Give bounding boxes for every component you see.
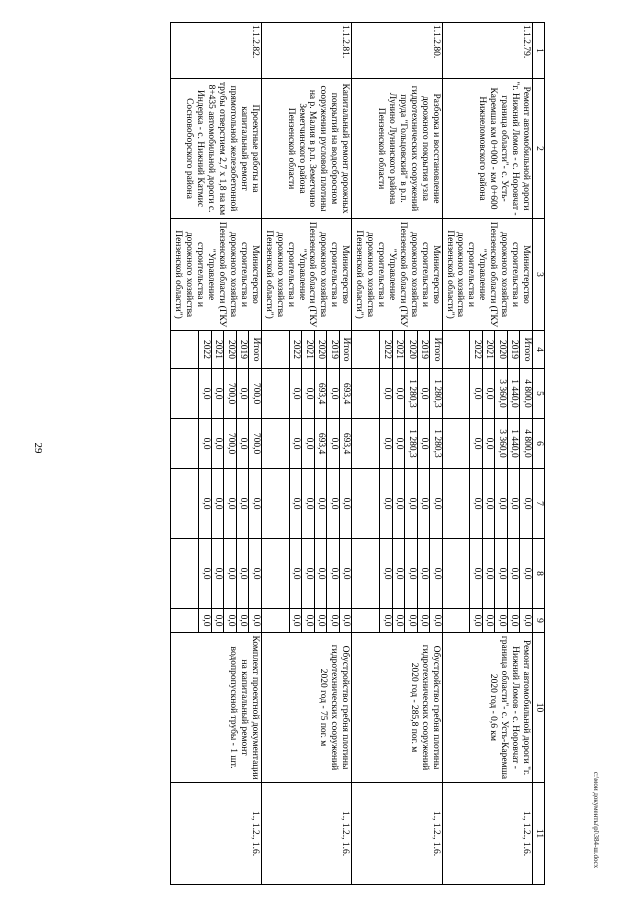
cell-num: 1.1.2.80.: [352, 23, 442, 79]
value-cell: 0,0: [327, 469, 340, 538]
value-cell: 693,4: [339, 419, 351, 468]
cell-years: [171, 331, 261, 369]
cell-name: Капитальный ремонт дорожных покрытий на водосбросном сооружении русловой плотины на р. Малия в р.п. Земетчино Земетчинского района Пензенской области: [261, 79, 351, 219]
value-cell: 0,0: [520, 539, 532, 608]
value-cell: 0,0: [380, 419, 393, 468]
value-cell: 700,0: [224, 369, 237, 418]
cell-executor: Министерство строительства и дорожного хозяйства Пензенской области (ГКУ "Управление строительства и дорожного хозяйства Пензенской области"): [261, 219, 351, 331]
header-row: [533, 23, 545, 885]
cell-c5: [442, 369, 532, 419]
value-cell: 0,0: [430, 609, 442, 632]
value-cell: 0,0: [495, 469, 508, 538]
value-cell: 1 280,3: [405, 419, 418, 468]
value-cell: 0,0: [236, 369, 249, 418]
value-cell: Итого: [249, 331, 261, 368]
value-cell: 0,0: [327, 369, 340, 418]
cell-name: Разборка и восстановление дорожного покрытия узла гидротехнических сооружений пруда "Гольцовский" в р.п. Лунино Лунинского района Пензенской области: [352, 79, 442, 219]
value-cell: 2022: [470, 331, 483, 368]
value-cell: Итого: [520, 331, 532, 368]
file-path-footer: c:\мои документы\pl\384-ш.docx: [592, 771, 600, 869]
value-cell: 0,0: [392, 419, 405, 468]
value-cell: 0,0: [405, 539, 418, 608]
value-cell: 0,0: [327, 539, 340, 608]
value-cell: 0,0: [199, 419, 212, 468]
value-cell: 2019: [508, 331, 521, 368]
value-cell: 0,0: [483, 469, 496, 538]
value-cell: 0,0: [302, 419, 315, 468]
cell-executor: Министерство строительства и дорожного хозяйства Пензенской области (ГКУ "Управление строительства и дорожного хозяйства Пензенской области"): [442, 219, 532, 331]
value-cell: 2020: [224, 331, 237, 368]
value-cell: 0,0: [417, 469, 430, 538]
value-cell: 0,0: [289, 419, 302, 468]
value-cell: 0,0: [249, 609, 261, 632]
value-cell: 0,0: [470, 419, 483, 468]
header-cell-10: 10: [533, 633, 545, 783]
value-cell: 0,0: [417, 539, 430, 608]
value-cell: 2022: [289, 331, 302, 368]
header-cell-5: 5: [533, 369, 545, 419]
table-row: [171, 23, 261, 885]
cell-c6: [352, 419, 442, 469]
value-cell: 0,0: [327, 419, 340, 468]
value-cell: Итого: [430, 331, 442, 368]
value-cell: 0,0: [380, 539, 393, 608]
cell-c9: [352, 609, 442, 633]
value-cell: 0,0: [417, 609, 430, 632]
value-cell: 0,0: [392, 369, 405, 418]
value-cell: Итого: [339, 331, 351, 368]
cell-c7: [261, 469, 351, 539]
cell-code: 1., 1.2., 1.6.: [352, 783, 442, 885]
value-cell: 0,0: [327, 609, 340, 632]
value-cell: 2019: [417, 331, 430, 368]
cell-c8: [442, 539, 532, 609]
cell-result: Ремонт автомобильной дороги "г. Нижний Ломов - с. Норовчат - граница области"- с. Усть-Каремша 2020 год - 0,6 км: [442, 633, 532, 783]
value-cell: 693,4: [339, 369, 351, 418]
value-cell: 0,0: [289, 369, 302, 418]
value-cell: 0,0: [199, 369, 212, 418]
value-cell: 0,0: [199, 609, 212, 632]
value-cell: 0,0: [289, 469, 302, 538]
value-cell: 0,0: [495, 609, 508, 632]
value-cell: 0,0: [224, 609, 237, 632]
value-cell: 0,0: [470, 469, 483, 538]
cell-executor: Министерство строительства и дорожного хозяйства Пензенской области (ГКУ "Управление строительства и дорожного хозяйства Пензенской области"): [171, 219, 261, 331]
value-cell: 0,0: [224, 539, 237, 608]
value-cell: 2022: [380, 331, 393, 368]
value-cell: 0,0: [249, 469, 261, 538]
header-cell-3: 3: [533, 219, 545, 331]
cell-code: 1., 1.2., 1.6.: [261, 783, 351, 885]
value-cell: 0,0: [405, 469, 418, 538]
cell-years: [261, 331, 351, 369]
value-cell: 1 440,0: [508, 419, 521, 468]
value-cell: 1 280,3: [430, 419, 442, 468]
value-cell: 2020: [405, 331, 418, 368]
value-cell: 0,0: [211, 469, 224, 538]
value-cell: 0,0: [236, 609, 249, 632]
value-cell: 0,0: [339, 539, 351, 608]
value-cell: 1 280,3: [430, 369, 442, 418]
value-cell: 0,0: [508, 609, 521, 632]
cell-years: [442, 331, 532, 369]
value-cell: 0,0: [417, 419, 430, 468]
value-cell: 693,4: [314, 369, 327, 418]
header-cell-6: 6: [533, 419, 545, 469]
cell-c5: [171, 369, 261, 419]
value-cell: 0,0: [430, 469, 442, 538]
header-cell-2: 2: [533, 79, 545, 219]
value-cell: 0,0: [314, 469, 327, 538]
cell-c9: [442, 609, 532, 633]
value-cell: 0,0: [483, 539, 496, 608]
value-cell: 0,0: [236, 539, 249, 608]
value-cell: 2020: [314, 331, 327, 368]
value-cell: 1 440,0: [508, 369, 521, 418]
value-cell: 3 360,0: [495, 419, 508, 468]
cell-code: 1., 1.2., 1.6.: [442, 783, 532, 885]
value-cell: 0,0: [508, 469, 521, 538]
cell-num: 1.1.2.81.: [261, 23, 351, 79]
cell-c6: [261, 419, 351, 469]
value-cell: 0,0: [289, 609, 302, 632]
value-cell: 0,0: [495, 539, 508, 608]
cell-result: Обустройство гребня плотины гидротехнических сооружений 2020 год - 285,8 пог. м: [352, 633, 442, 783]
rotated-table-container: [105, 22, 545, 884]
cell-num: 1.1.2.82.: [171, 23, 261, 79]
cell-code: 1., 1.2., 1.6.: [171, 783, 261, 885]
cell-name: Ремонт автомобильной дороги "г. Нижний Ломов - с. Норовчат - граница области"- с. Усть-Каремша км 0+000 - км 0+600 Нижнеломовского района: [442, 79, 532, 219]
value-cell: 0,0: [224, 469, 237, 538]
cell-num: 1.1.2.79.: [442, 23, 532, 79]
table-row: [261, 23, 351, 885]
value-cell: 0,0: [249, 539, 261, 608]
value-cell: 0,0: [199, 469, 212, 538]
value-cell: 0,0: [302, 609, 315, 632]
value-cell: 2021: [392, 331, 405, 368]
value-cell: 2021: [211, 331, 224, 368]
value-cell: 0,0: [417, 369, 430, 418]
cell-c7: [442, 469, 532, 539]
value-cell: 0,0: [392, 609, 405, 632]
cell-c8: [261, 539, 351, 609]
value-cell: 0,0: [339, 609, 351, 632]
value-cell: 4 800,0: [520, 369, 532, 418]
cell-c7: [171, 469, 261, 539]
value-cell: 0,0: [236, 419, 249, 468]
value-cell: 700,0: [249, 369, 261, 418]
value-cell: 0,0: [211, 609, 224, 632]
cell-c8: [171, 539, 261, 609]
header-cell-11: 11: [533, 783, 545, 885]
table-row: [442, 23, 532, 885]
value-cell: 0,0: [211, 419, 224, 468]
value-cell: 0,0: [405, 609, 418, 632]
value-cell: 0,0: [302, 469, 315, 538]
table-row: [352, 23, 442, 885]
cell-c6: [442, 419, 532, 469]
cell-result: Обустройство гребня плотины гидротехнических сооружений 2020 год - 75 пог. м: [261, 633, 351, 783]
value-cell: 0,0: [302, 539, 315, 608]
header-cell-1: 1: [533, 23, 545, 79]
cell-c9: [171, 609, 261, 633]
value-cell: 0,0: [470, 539, 483, 608]
value-cell: 0,0: [236, 469, 249, 538]
value-cell: 0,0: [314, 539, 327, 608]
cell-c5: [352, 369, 442, 419]
value-cell: 2021: [483, 331, 496, 368]
cell-executor: Министерство строительства и дорожного хозяйства Пензенской области (ГКУ "Управление строительства и дорожного хозяйства Пензенской области"): [352, 219, 442, 331]
value-cell: 0,0: [302, 369, 315, 418]
value-cell: 700,0: [224, 419, 237, 468]
value-cell: 0,0: [380, 369, 393, 418]
value-cell: 2019: [327, 331, 340, 368]
cell-c9: [261, 609, 351, 633]
value-cell: 0,0: [508, 539, 521, 608]
value-cell: 693,4: [314, 419, 327, 468]
value-cell: 0,0: [470, 369, 483, 418]
value-cell: 2019: [236, 331, 249, 368]
value-cell: 700,0: [249, 419, 261, 468]
cell-c7: [352, 469, 442, 539]
value-cell: 0,0: [199, 539, 212, 608]
value-cell: 0,0: [470, 609, 483, 632]
value-cell: 1 280,3: [405, 369, 418, 418]
program-table: [171, 22, 546, 885]
cell-c5: [261, 369, 351, 419]
header-cell-7: 7: [533, 469, 545, 539]
value-cell: 0,0: [211, 539, 224, 608]
value-cell: 0,0: [392, 539, 405, 608]
value-cell: 0,0: [380, 609, 393, 632]
value-cell: 2022: [199, 331, 212, 368]
cell-result: Комплект проектной документации на капитальный ремонт водопропускной трубы - 1 шт.: [171, 633, 261, 783]
value-cell: 0,0: [339, 469, 351, 538]
value-cell: 0,0: [380, 469, 393, 538]
value-cell: 0,0: [483, 609, 496, 632]
value-cell: 0,0: [211, 369, 224, 418]
value-cell: 0,0: [430, 539, 442, 608]
value-cell: 0,0: [520, 469, 532, 538]
value-cell: 0,0: [483, 369, 496, 418]
value-cell: 0,0: [520, 609, 532, 632]
value-cell: 2021: [302, 331, 315, 368]
value-cell: 0,0: [483, 419, 496, 468]
header-cell-8: 8: [533, 539, 545, 609]
cell-c8: [352, 539, 442, 609]
cell-c6: [171, 419, 261, 469]
cell-years: [352, 331, 442, 369]
value-cell: 2020: [495, 331, 508, 368]
value-cell: 3 360,0: [495, 369, 508, 418]
value-cell: 0,0: [392, 469, 405, 538]
page-number: 29: [32, 442, 44, 454]
cell-name: Проектные работы на капитальный ремонт прямотольной железобетонной трубы отверстием 2,7 х 1,8 на км 8+435 автомобильной дороги с. Индерка - с. Нижний Катмис Сосновоборского района: [171, 79, 261, 219]
header-cell-9: 9: [533, 609, 545, 633]
value-cell: 0,0: [289, 539, 302, 608]
value-cell: 4 800,0: [520, 419, 532, 468]
header-cell-4: 4: [533, 331, 545, 369]
value-cell: 0,0: [314, 609, 327, 632]
